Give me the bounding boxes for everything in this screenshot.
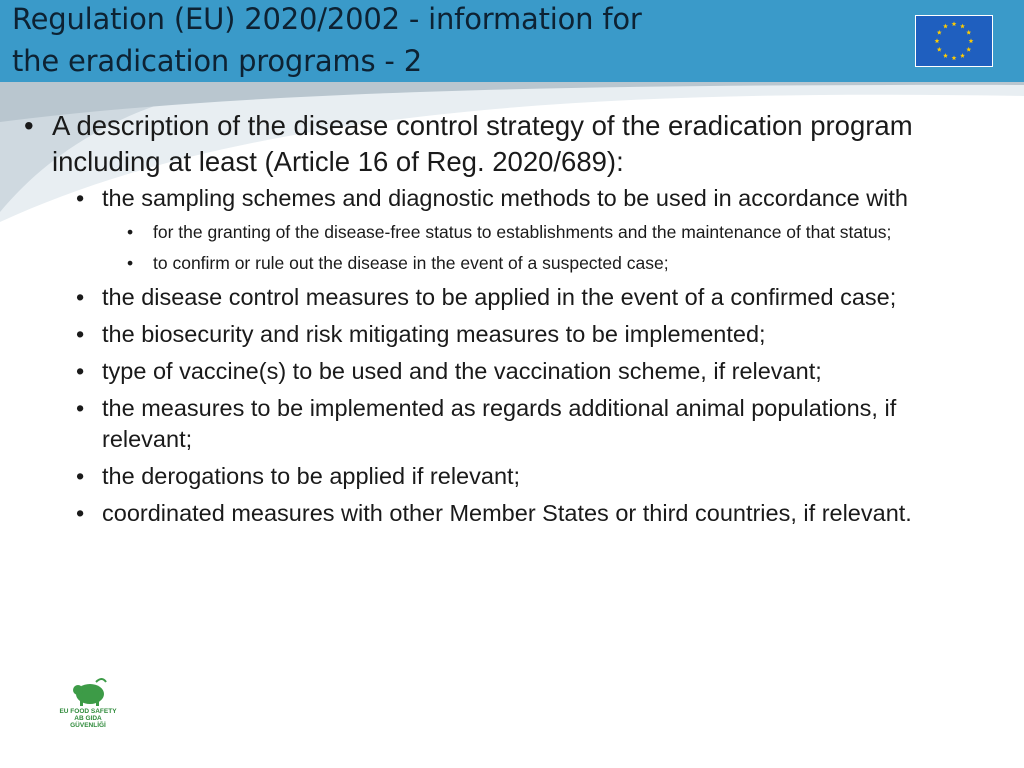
bullet-dot-icon: • — [127, 222, 134, 242]
title-bar — [0, 0, 1024, 82]
bullet-text: the disease control measures to be applied in the event of a confirmed case; — [102, 284, 897, 310]
logo-caption — [56, 708, 120, 729]
bullet-dot-icon: • — [76, 321, 85, 347]
bullet-dot-icon: • — [127, 253, 134, 273]
bullet-text: the measures to be implemented as regards additional animal populations, if relevant; — [102, 395, 897, 452]
bullet-text: the biosecurity and risk mitigating measures to be implemented; — [102, 321, 766, 347]
bullet-dot-icon: • — [76, 395, 85, 421]
bullet-dot-icon: • — [76, 500, 85, 526]
logo-line-2: AB GIDA GÜVENLİĞİ — [70, 715, 106, 729]
bullet-dot-icon: • — [24, 110, 34, 141]
bullet-item-level-3 — [0, 251, 1024, 276]
slide-title — [12, 0, 892, 82]
bullet-item-level-2 — [0, 356, 1024, 387]
bullet-item-level-2 — [0, 393, 1024, 455]
bullet-text: to confirm or rule out the disease in the event of a suspected case; — [153, 253, 669, 273]
bullet-dot-icon: • — [76, 185, 85, 211]
logo-leg — [80, 700, 83, 706]
bullet-item-level-2 — [0, 498, 1024, 529]
logo-line-1: EU FOOD SAFETY — [59, 708, 117, 715]
slide-title-line-2: the eradication programs - 2 — [12, 44, 422, 78]
bullet-text: type of vaccine(s) to be used and the vaccination scheme, if relevant; — [102, 358, 822, 384]
logo-leaf — [96, 679, 106, 682]
bullet-item-level-1 — [0, 108, 1024, 180]
logo-leg — [96, 700, 99, 706]
bullet-dot-icon: • — [76, 358, 85, 384]
bullet-dot-icon: • — [76, 463, 85, 489]
bullet-item-level-2 — [0, 461, 1024, 492]
bullet-item-level-2 — [0, 282, 1024, 313]
logo-animal-head — [73, 685, 83, 695]
bullet-dot-icon: • — [76, 284, 85, 310]
bullet-text: coordinated measures with other Member States or third countries, if relevant. — [102, 500, 912, 526]
bullet-text: A description of the disease control strategy of the eradication program including at least (Article 16 of Reg. 2020/689): — [52, 110, 913, 177]
bullet-text: for the granting of the disease-free status to establishments and the maintenance of that status; — [153, 222, 892, 242]
bullet-list — [0, 108, 1024, 535]
slide-title-line-1: Regulation (EU) 2020/2002 - information for — [12, 2, 642, 36]
bullet-text: the sampling schemes and diagnostic methods to be used in accordance with — [102, 185, 908, 211]
bullet-text: the derogations to be applied if relevant; — [102, 463, 521, 489]
bullet-item-level-3 — [0, 220, 1024, 245]
eu-flag-icon — [915, 15, 993, 67]
bullet-item-level-2 — [0, 183, 1024, 214]
bullet-item-level-2 — [0, 319, 1024, 350]
